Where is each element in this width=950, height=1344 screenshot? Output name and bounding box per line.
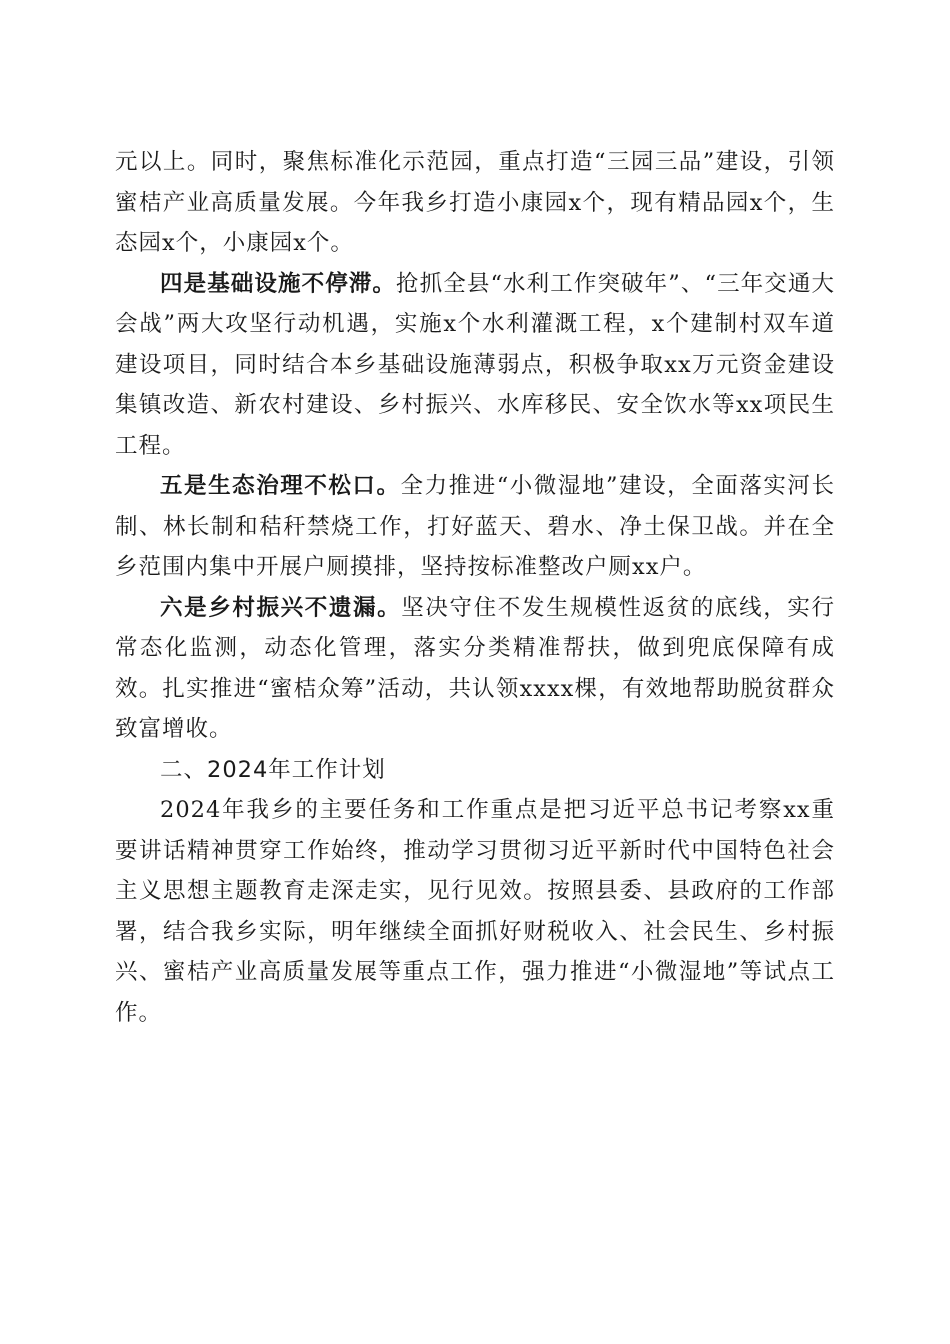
paragraph-text: 2024年我乡的主要任务和工作重点是把习近平总书记考察xx重要讲话精神贯穿工作始终，推动学习贯彻习近平新时代中国特色社会主义思想主题教育走深走实，见行见效。按照县委、县政府的工作部署，结合我乡实际，明年继续全面抓好财税收入、社会民生、乡村振兴、蜜桔产业高质量发展等重点工作，强力推进“小微湿地”等试点工作。 (115, 797, 835, 1026)
paragraph-ecology (115, 466, 835, 588)
paragraph-rural-revitalization (115, 588, 835, 750)
paragraph-lead: 六是乡村振兴不遗漏。 (160, 594, 402, 621)
paragraph-lead: 四是基础设施不停滞。 (160, 270, 397, 297)
document-body (115, 142, 835, 1033)
paragraph-lead: 五是生态治理不松口。 (160, 473, 401, 499)
continued-paragraph (115, 142, 835, 264)
paragraph-text: 元以上。同时，聚焦标准化示范园，重点打造“三园三品”建设，引领蜜桔产业高质量发展。今年我乡打造小康园x个，现有精品园x个，生态园x个，小康园x个。 (115, 149, 835, 256)
paragraph-infrastructure (115, 264, 835, 467)
paragraph-text: 坚决守住不发生规模性返贫的底线，实行常态化监测，动态化管理，落实分类精准帮扶，做到兜底保障有成效。扎实推进“蜜桔众筹”活动，共认领xxxx棵，有效地帮助脱贫群众致富增收。 (115, 594, 835, 742)
paragraph-text: 抢抓全县“水利工作突破年”、“三年交通大会战”两大攻坚行动机遇，实施x个水利灌溉工程，x个建制村双车道建设项目，同时结合本乡基础设施薄弱点，积极争取xx万元资金建设集镇改造、新农村建设、乡村振兴、水库移民、安全饮水等xx项民生工程。 (115, 270, 835, 459)
paragraph-text: 全力推进“小微湿地”建设，全面落实河长制、林长制和秸秆禁烧工作，打好蓝天、碧水、净土保卫战。并在全乡范围内集中开展户厕摸排，坚持按标准整改户厕xx户。 (115, 473, 835, 580)
paragraph-plan (115, 790, 835, 1033)
section-heading: 二、2024年工作计划 (160, 756, 386, 783)
